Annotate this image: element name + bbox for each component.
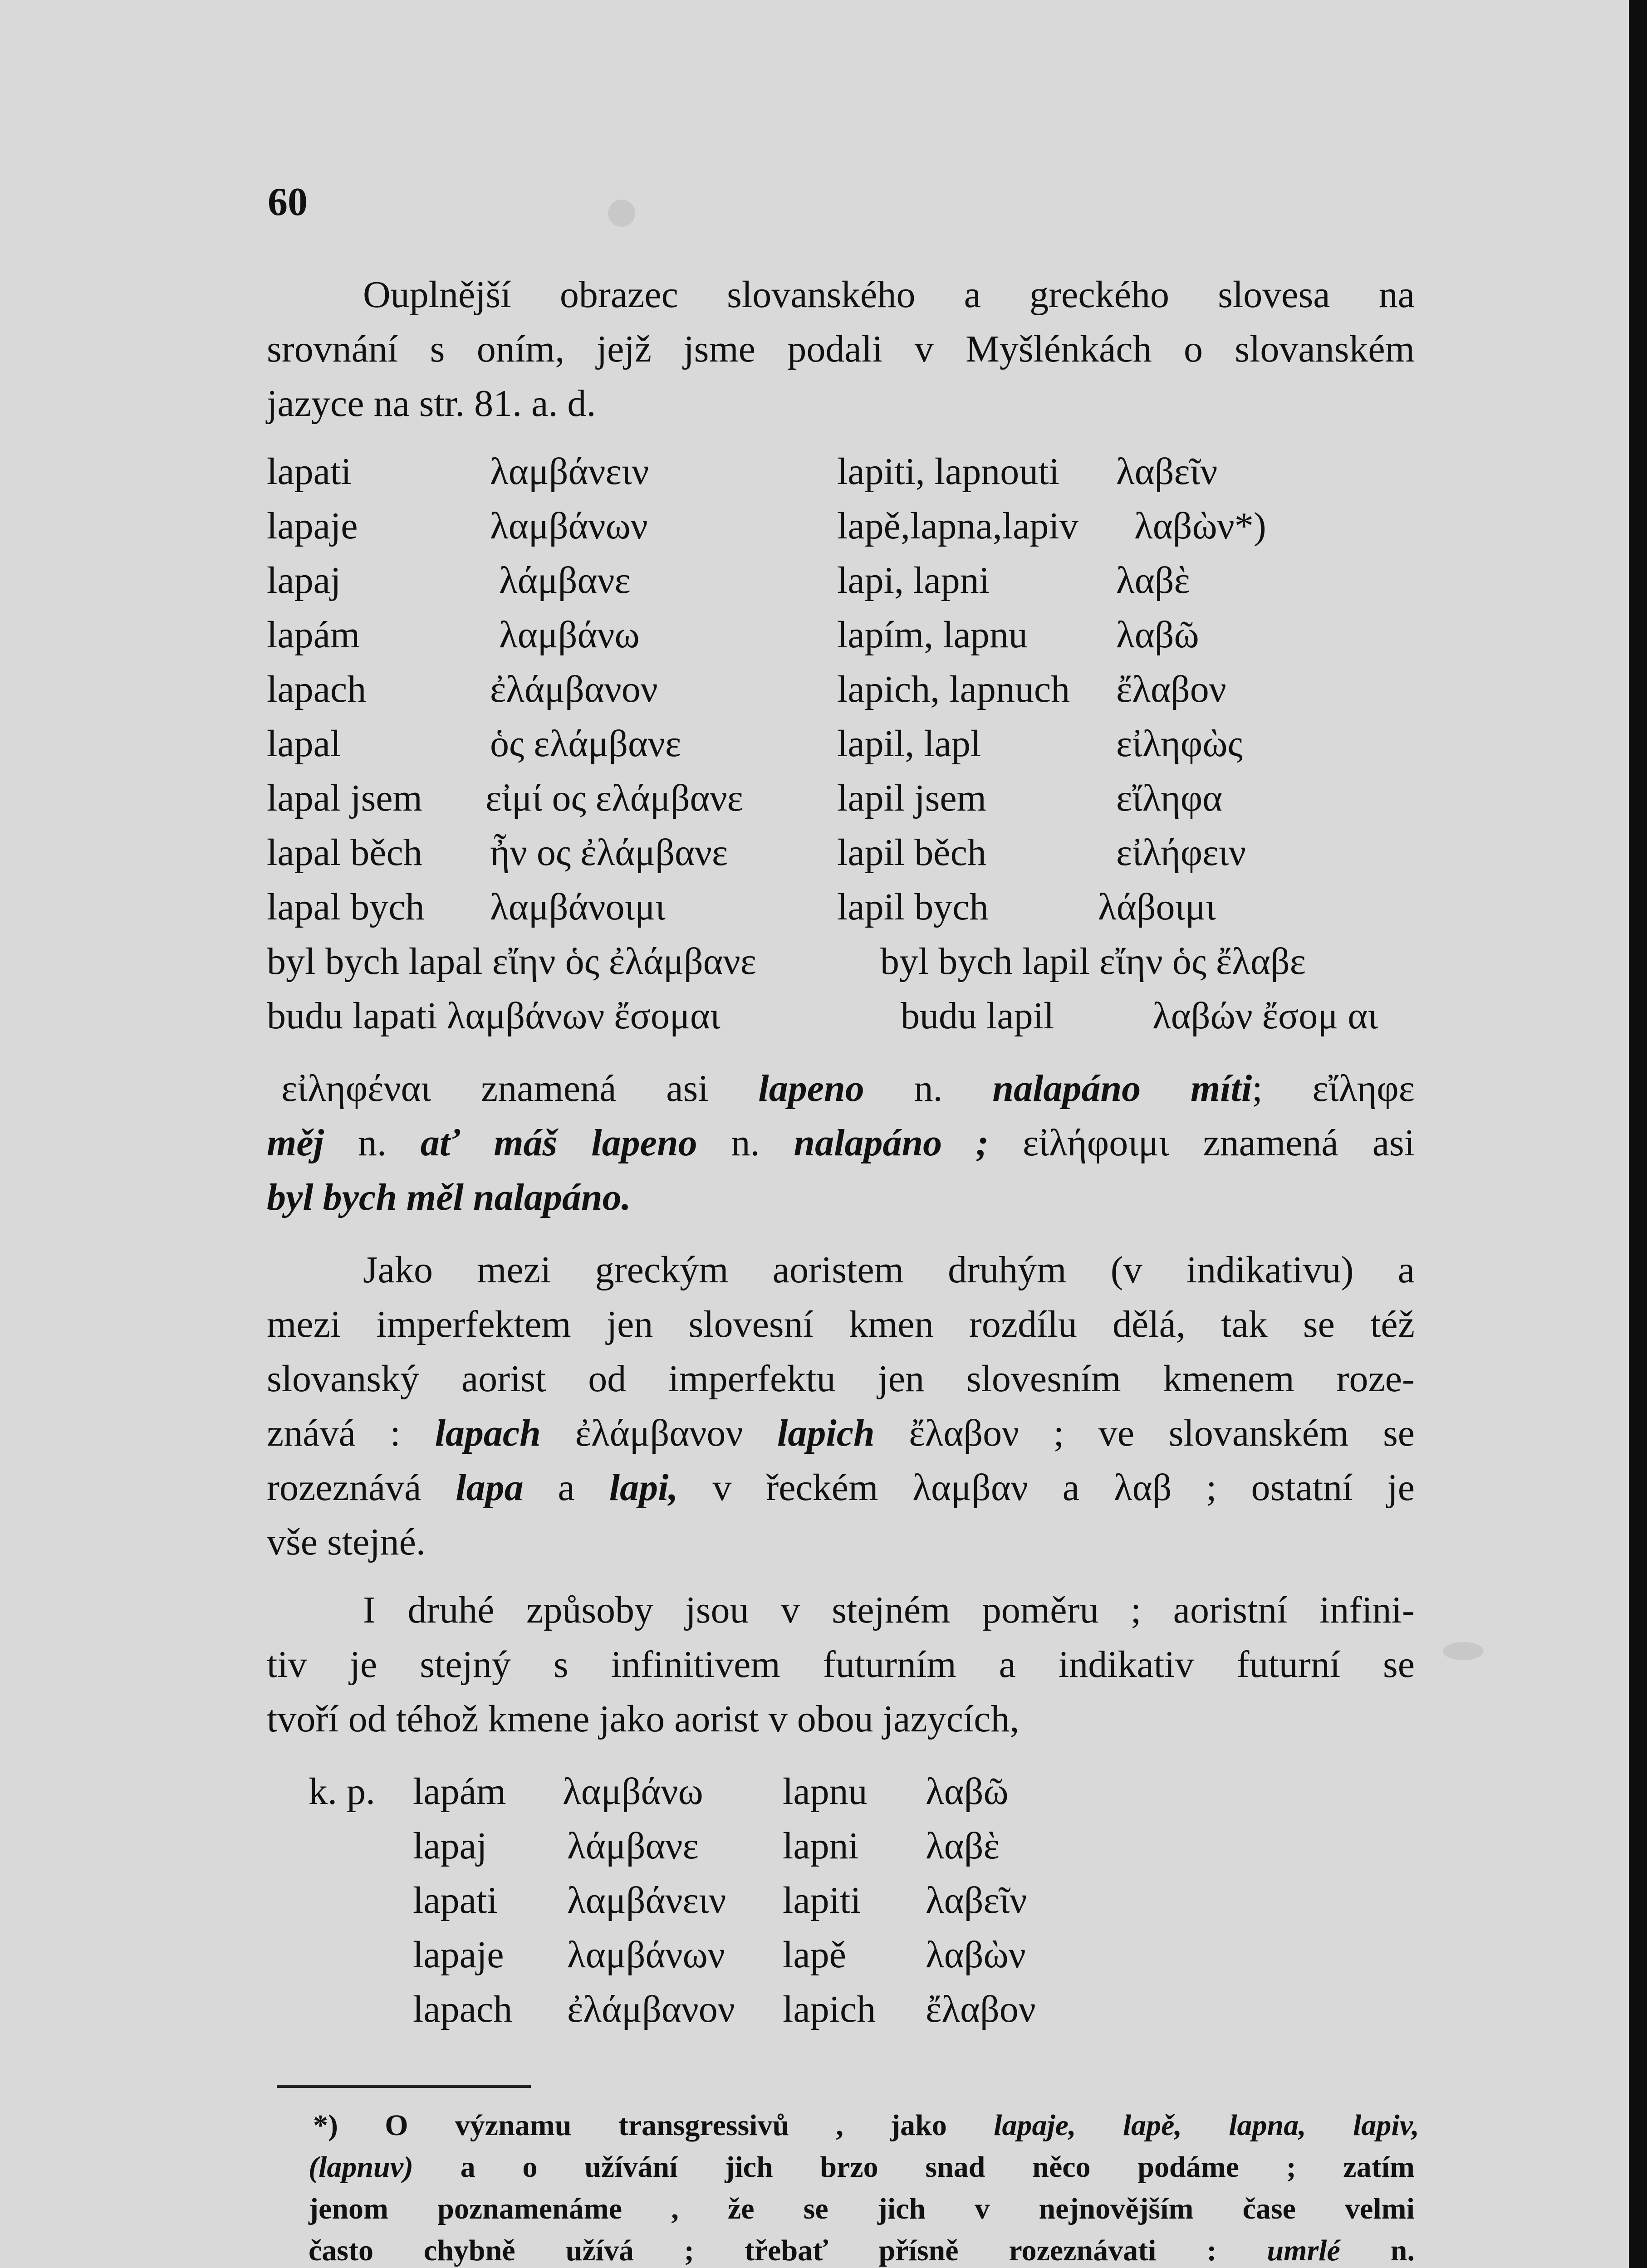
table-cell: lapil bych [837,886,989,928]
table-cell: λάβοιμι [1098,886,1216,928]
table-cell: lapi, lapni [837,559,990,601]
table-cell: λαβὲ [926,1825,1000,1867]
table-cell: lapaje [413,1934,504,1976]
table-cell: byl bych lapal εἴην ὁς ἐλάμβανε [267,940,756,982]
paragraph-1-line-2 [267,1116,1415,1170]
footnote-line-3: jenom poznamenáme , že se jich v nejnovějším čase velmi [309,2192,1415,2225]
table-cell: lapal [267,723,341,765]
text-run: v řeckém λαμβαν a λαβ ; ostatní je [712,1466,1415,1509]
table-cell: lapach [267,668,367,710]
text-run: ἐλάμβανον [575,1412,743,1454]
italic-term: lapach [435,1412,541,1454]
table-cell: lapám [267,614,360,656]
paragraph-3-line-2: tiv je stejný s infinitivem futurním a indikativ futurní se [267,1643,1415,1686]
table-cell: λαβὼν [926,1934,1026,1976]
table-cell: λαμβάνω [563,1770,703,1813]
table-cell: budu lapil [901,995,1054,1037]
table-cell: λαμβάνων [490,505,648,547]
table-cell: lapaj [413,1825,487,1867]
table-cell: lapni [783,1825,859,1867]
paragraph-2-line-3: slovanský aorist od imperfektu jen slovesním kmenem roze- [267,1358,1415,1400]
table-cell: ὁς ελάμβανε [490,723,681,765]
text-run: ; εἴληφε [1252,1067,1415,1110]
intro-line-2: srovnání s oním, jejž jsme podali v Myšlénkách o slovanském [267,328,1415,370]
italic-term: lapich [777,1412,875,1454]
paragraph-2-line-6: vše stejné. [267,1521,426,1563]
table-cell: lapil běch [837,831,986,874]
paragraph-1-line-1 [281,1061,1415,1116]
table-cell: λαβεῖν [1116,450,1218,493]
italic-term: lapi, [609,1466,678,1509]
ink-blot [608,200,635,227]
paragraph-3-line-3: tvoří od téhož kmene jako aorist v obou jazycích, [267,1698,1020,1740]
text-run: ἔλαβον ; ve slovanském se [909,1412,1415,1454]
paper-stain [1443,1642,1484,1660]
table-cell: εἰλήφειν [1116,831,1246,874]
table-cell: lapich, lapnuch [837,668,1070,710]
table-cell: ἐλάμβανον [490,668,658,710]
text-run: εἰλήφοιμι znamená asi [1022,1122,1415,1164]
table-cell: λαβεῖν [926,1879,1027,1921]
page-number: 60 [268,180,308,224]
text-run: n. [1390,2234,1415,2267]
italic-term: nalapáno míti [992,1067,1252,1110]
table-cell: byl bych lapil εἴην ὁς ἔλαβε [880,940,1306,982]
table-cell: εἰληφὼς [1116,723,1243,765]
table-cell: λαμβάνοιμι [490,886,666,928]
table-cell: lapiti [783,1879,861,1921]
table-cell: lapím, lapnu [837,614,1028,656]
italic-term: umrlé [1267,2234,1340,2267]
italic-term: lapa [456,1466,524,1509]
text-run: n. [358,1122,387,1164]
text-run: εἰληφέναι znamená asi [281,1067,709,1110]
paragraph-2-line-5 [267,1461,1415,1515]
table-cell: lapě,lapna,lapiv [837,505,1078,547]
table-cell: lapati [267,450,352,493]
table-cell: λάμβανε [567,1825,699,1867]
table-cell: lapach [413,1988,513,2030]
italic-term: měj [267,1122,324,1164]
footnote-line-2 [309,2146,1415,2188]
italic-term: lapeno [758,1067,864,1110]
italic-term: (lapnuv) [309,2151,413,2184]
footnote-line-4 [309,2230,1415,2268]
table-cell: lapaj [267,559,341,601]
text-run: a [558,1466,575,1509]
table-cell: εἰμί ος ελάμβανε [485,777,743,819]
italic-term: byl bych měl nalapáno. [267,1176,631,1218]
text-run: n. [731,1122,760,1164]
table-cell: budu lapati λαμβάνων ἔσομαι [267,995,721,1037]
table-cell: lapnu [783,1770,868,1813]
text-run: a o užívání jich brzo snad něco podáme ; zatím [460,2151,1415,2184]
table-cell: lapaje [267,505,358,547]
paragraph-1-line-3 [267,1170,1415,1225]
table-cell: ἦν ος ἐλάμβανε [490,831,728,874]
intro-line-1: Ouplnější obrazec slovanského a greckého slovesa na [363,274,1415,316]
table-cell: λαβῶ [926,1770,1009,1813]
text-run: rozeznává [267,1466,422,1509]
italic-term: nalapáno ; [794,1122,989,1164]
paragraph-2-line-4 [267,1406,1415,1461]
table-cell: ἔλαβον [926,1988,1036,2030]
paragraph-3-line-1: I druhé způsoby jsou v stejném poměru ; aoristní infini- [363,1589,1415,1631]
footnote-divider [277,2085,531,2088]
table-cell: lapal běch [267,831,422,874]
table-cell: lapil, lapl [837,723,981,765]
table-cell: lapich [783,1988,876,2030]
scan-edge [1629,0,1647,2268]
table-cell: λαμβάνω [499,614,640,656]
table-cell: λαβῶ [1116,614,1199,656]
italic-term: lapaje, lapě, lapna, lapiv, [994,2109,1420,2142]
paragraph-2-line-2: mezi imperfektem jen slovesní kmen rozdílu dělá, tak se též [267,1303,1415,1345]
table-cell: lapám [413,1770,506,1813]
table-cell: ἐλάμβανον [567,1988,735,2030]
table-cell: ἔλαβον [1116,668,1226,710]
footnote-line-1 [313,2105,1419,2146]
table-cell: lapati [413,1879,498,1921]
intro-line-3: jazyce na str. 81. a. d. [267,382,596,425]
text-run: často chybně užívá ; třebať přísně rozeznávati : [309,2234,1217,2267]
table-prefix: k. p. [309,1770,375,1813]
table-cell: λαβὼν*) [1134,505,1266,547]
table-cell: εἴληφα [1116,777,1223,819]
table-cell: lapal bych [267,886,425,928]
table-cell: lapil jsem [837,777,986,819]
italic-term: ať máš lapeno [420,1122,697,1164]
table-cell: λαβὲ [1116,559,1190,601]
table-cell: λαμβάνων [567,1934,725,1976]
table-cell: λαβών ἔσομ αι [1152,995,1378,1037]
table-cell: λαμβάνειν [567,1879,726,1921]
table-cell: lapě [783,1934,846,1976]
table-cell: λαμβάνειν [490,450,649,493]
table-cell: λάμβανε [499,559,631,601]
table-cell: lapal jsem [267,777,422,819]
paragraph-2-line-1: Jako mezi greckým aoristem druhým (v indikativu) a [363,1249,1415,1291]
table-cell: lapiti, lapnouti [837,450,1059,493]
text-run: *) O významu transgressivů , jako [313,2109,947,2142]
text-run: znává : [267,1412,401,1454]
text-run: n. [914,1067,943,1110]
